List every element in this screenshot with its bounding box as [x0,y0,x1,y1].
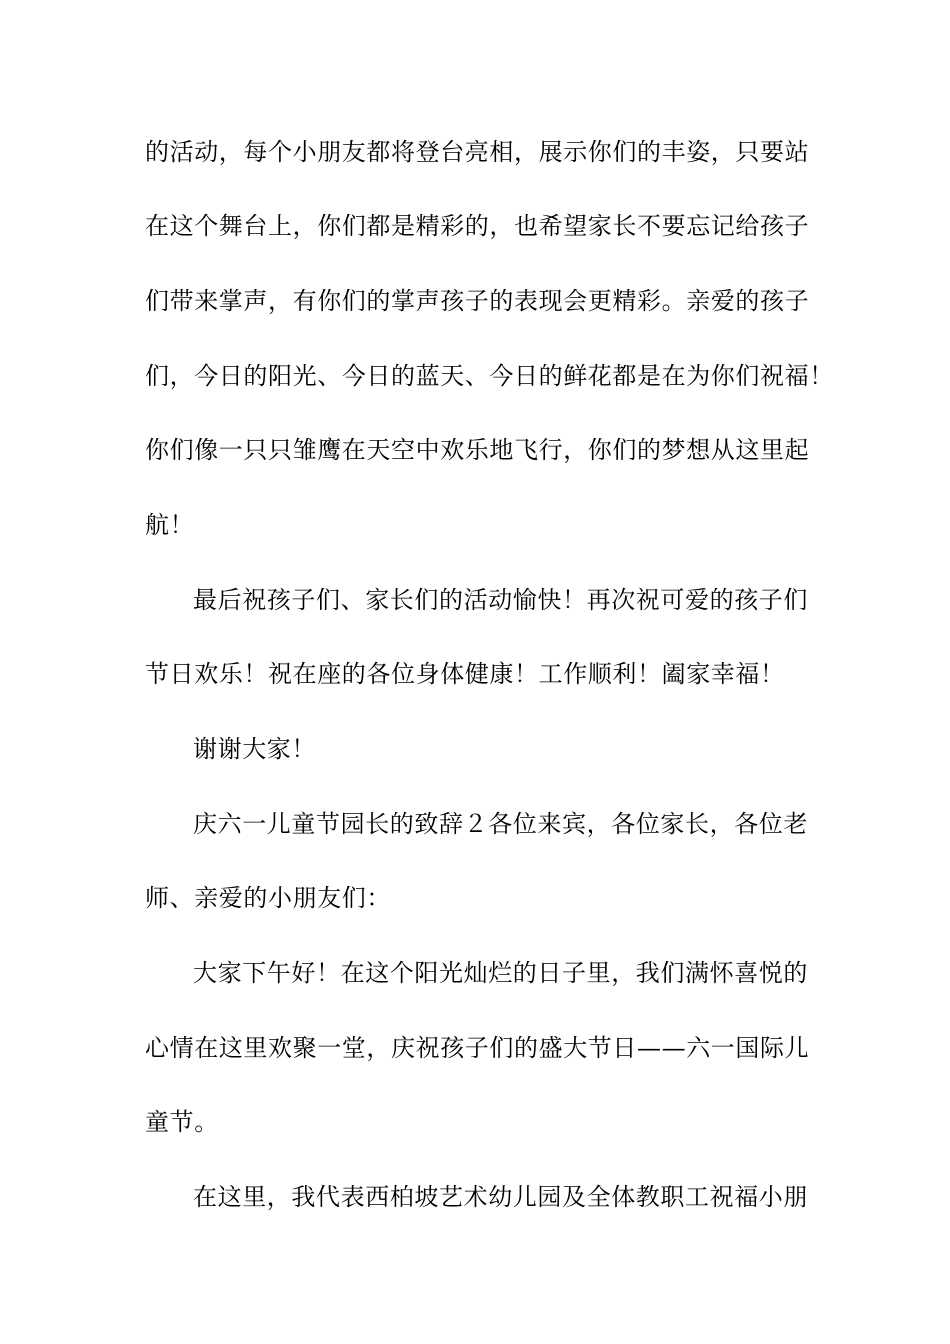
text-line-7: 最后祝孩子们、家长们的活动愉快！再次祝可爱的孩子们 [193,586,808,614]
text-line-12: 大家下午好！在这个阳光灿烂的日子里，我们满怀喜悦的 [193,959,808,987]
text-line-9: 谢谢大家！ [193,735,316,763]
text-line-10: 庆六一儿童节园长的致辞２各位来宾，各位家长，各位老 [193,810,808,838]
text-line-13: 心情在这里欢聚一堂，庆祝孩子们的盛大节日——六一国际儿 [145,1034,810,1062]
text-line-11: 师、亲爱的小朋友们： [145,884,391,912]
text-line-1: 的活动，每个小朋友都将登台亮相，展示你们的丰姿，只要站 [145,138,810,166]
text-line-15: 在这里，我代表西柏坡艺术幼儿园及全体教职工祝福小朋 [193,1183,808,1211]
text-line-8: 节日欢乐！祝在座的各位身体健康！工作顺利！阖家幸福！ [145,660,785,688]
text-line-4: 们，今日的阳光、今日的蓝天、今日的鲜花都是在为你们祝福！ [145,362,834,390]
text-line-6: 航！ [145,511,195,539]
text-line-5: 你们像一只只雏鹰在天空中欢乐地飞行，你们的梦想从这里起 [145,436,810,464]
text-line-14: 童节。 [145,1108,219,1136]
text-line-2: 在这个舞台上，你们都是精彩的，也希望家长不要忘记给孩子 [145,212,810,240]
text-line-3: 们带来掌声，有你们的掌声孩子的表现会更精彩。亲爱的孩子 [145,287,810,315]
